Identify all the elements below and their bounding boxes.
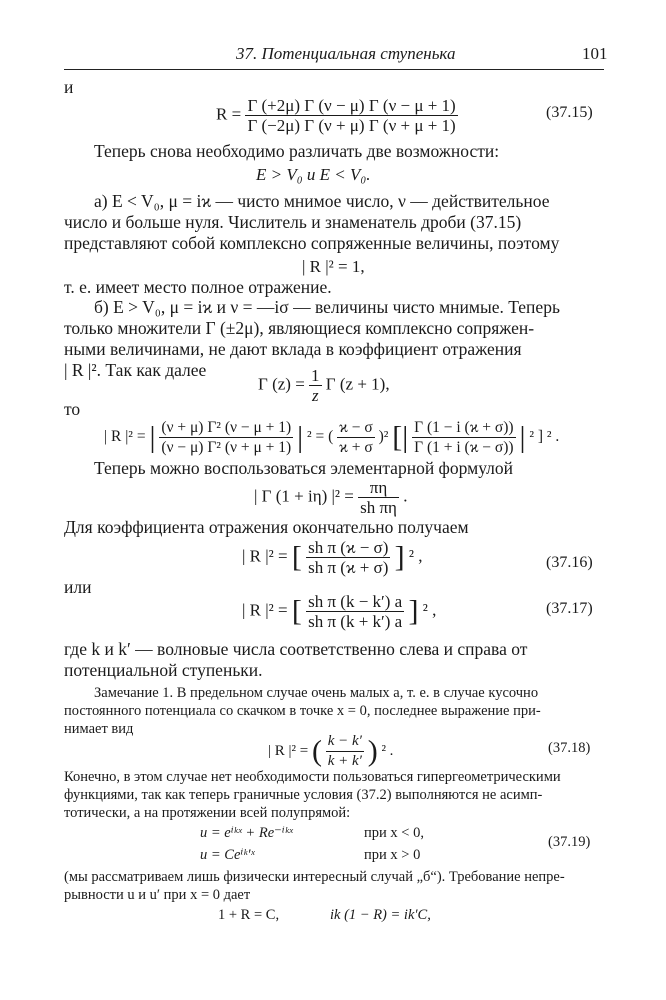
- eq-37-17-den: sh π (k + k′) a: [308, 612, 403, 631]
- eq-37-16-lhs: | R |² =: [242, 546, 288, 566]
- equation-cases: E > V₀ и E < V₀.: [256, 165, 371, 184]
- eq-37-15-denominator: Γ (−2μ) Γ (ν + μ) Γ (ν + μ + 1): [247, 116, 456, 135]
- r2-f1-den: (ν − μ) Γ² (ν + μ + 1): [161, 439, 292, 456]
- case-b-line-1: б) E > V₀, μ = iϰ и ν = —iσ — величины чисто мнимые. Теперь: [94, 297, 560, 317]
- r2-f3-den: Γ (1 + i (ϰ − σ)): [414, 439, 514, 456]
- eq-number-37-19: (37.19): [548, 834, 591, 850]
- r2-paren-close: )²: [378, 428, 389, 446]
- equation-gamma-modulus: [254, 478, 407, 517]
- section-title: 37. Потенциальная ступенька: [236, 44, 456, 63]
- eq-37-15-numerator: Γ (+2μ) Γ (ν − μ) Γ (ν − μ + 1): [247, 96, 456, 115]
- equation-gamma-recurrence: [258, 366, 390, 405]
- equation-r-squared-ratio: [104, 418, 559, 457]
- eq-37-16-tail: ² ,: [408, 546, 423, 566]
- equation-37-15: [216, 96, 458, 135]
- paragraph-and: и: [64, 77, 74, 97]
- gamma-rhs: Γ (z + 1),: [325, 374, 390, 394]
- r2-f2-num: ϰ − σ: [339, 419, 373, 436]
- eq-37-16-num: sh π (ϰ − σ): [308, 538, 389, 557]
- eq-number-37-15: (37.15): [546, 104, 593, 121]
- r2-bracket-open: [|: [392, 420, 409, 454]
- r2-bar-close: |: [297, 420, 304, 454]
- r2-fraction-1: [159, 418, 293, 457]
- paragraph-wave-numbers-1: где k и k′ — волновые числа соответственно слева и справа от: [64, 639, 528, 659]
- paragraph-hypergeometric-1: Конечно, в этом случае нет необходимости пользоваться гипергеометрическими: [64, 769, 561, 785]
- eq-37-17-bracket-open: [: [291, 594, 302, 628]
- header-rule: [64, 69, 604, 70]
- eq-37-16-fraction: [306, 538, 390, 577]
- eq-37-15-lhs: R =: [216, 104, 242, 124]
- remark-line-2: постоянного потенциала со скачком в точке x = 0, последнее выражение при-: [64, 703, 541, 719]
- equation-r-equals-one: | R |² = 1,: [302, 257, 365, 276]
- eq-number-37-18: (37.18): [548, 740, 591, 756]
- eq-37-17-num: sh π (k − k′) a: [308, 592, 403, 611]
- case-b-line-3: ными величинами, не дают вклада в коэффициент отражения: [64, 339, 522, 359]
- eq-37-17-bracket-close: ]: [408, 594, 419, 628]
- remark-line-1: Замечание 1. В предельном случае очень малых a, т. е. в случае кусочно: [94, 685, 539, 701]
- r2-tail: ² ] ² .: [529, 428, 560, 446]
- eq-37-16-den: sh π (ϰ + σ): [308, 558, 389, 577]
- paragraph-wave-numbers-2: потенциальной ступеньки.: [64, 660, 263, 680]
- remark-line-3: нимает вид: [64, 721, 134, 737]
- gamma-frac-num: 1: [311, 366, 320, 385]
- paragraph-continuity-1: (мы рассматриваем лишь физически интересный случай „б“). Требование непре-: [64, 869, 565, 885]
- paragraph-elementary-formula: Теперь можно воспользоваться элементарной формулой: [94, 458, 514, 478]
- page-number: 101: [582, 44, 608, 63]
- eq-37-18-lhs: | R |² =: [268, 742, 309, 759]
- paragraph-two-cases: Теперь снова необходимо различать две возможности:: [94, 141, 500, 161]
- eq-number-37-16: (37.16): [546, 554, 593, 571]
- gamma-lhs: Γ (z) =: [258, 374, 305, 394]
- eq-37-18-num: k − k′: [326, 732, 364, 752]
- paragraph-full-reflection: т. е. имеет место полное отражение.: [64, 277, 332, 297]
- case-a-line-2: число и больше нуля. Числитель и знаменатель дроби (37.15): [64, 212, 522, 232]
- paragraph-or: или: [64, 577, 92, 597]
- eq-37-17-tail: ² ,: [422, 600, 437, 620]
- shpi-den: sh πη: [360, 498, 397, 517]
- eq-37-19-line-1: u = eⁱᵏˣ + Re⁻ⁱᵏˣ: [200, 825, 293, 841]
- eq-37-18-tail: ² .: [381, 742, 394, 759]
- equation-37-16: [242, 538, 423, 577]
- eq-37-19-line-2: u = Ceⁱᵏ′ˣ: [200, 847, 255, 863]
- case-b-line-2: только множители Γ (±2μ), являющиеся комплексно сопряжен-: [64, 318, 535, 338]
- running-header: [0, 44, 666, 68]
- gamma-frac-den: z: [311, 386, 319, 405]
- eq-37-18-den: k + k′: [327, 753, 362, 769]
- gamma-fraction: [309, 366, 322, 405]
- r2-bracket-bar: |: [519, 420, 526, 454]
- shpi-tail: .: [403, 486, 408, 506]
- equation-continuity-right: ik (1 − R) = ik′C,: [330, 907, 431, 923]
- eq-37-18-paren-close: ): [367, 734, 378, 768]
- r2-mid: ² = (: [306, 428, 334, 446]
- eq-37-18-paren-open: (: [311, 734, 322, 768]
- eq-37-15-fraction: [245, 96, 457, 135]
- shpi-lhs: | Γ (1 + iη) |² =: [254, 486, 354, 506]
- paragraph-hypergeometric-2: функциями, так как теперь граничные условия (37.2) выполняются не асимп-: [64, 787, 543, 803]
- r2-fraction-2: [337, 418, 375, 457]
- paragraph-continuity-2: рывности u и u′ при x = 0 дает: [64, 887, 251, 903]
- paragraph-final-result: Для коэффициента отражения окончательно получаем: [64, 517, 469, 537]
- eq-37-17-fraction: [306, 592, 404, 631]
- r2-f3-num: Γ (1 − i (ϰ + σ)): [414, 419, 514, 436]
- equation-37-18: [268, 732, 393, 771]
- equation-37-17: [242, 592, 436, 631]
- eq-37-18-fraction: [326, 732, 364, 771]
- case-b-line-4: | R |². Так как далее: [64, 360, 207, 380]
- r2-lhs: | R |² =: [104, 428, 146, 446]
- r2-f1-num: (ν + μ) Γ² (ν − μ + 1): [161, 419, 292, 436]
- equation-continuity-left: 1 + R = C,: [218, 907, 280, 923]
- paragraph-then: то: [64, 399, 81, 419]
- case-a-line-1: а) E < V₀, μ = iϰ — чисто мнимое число, ν — действительное: [94, 191, 550, 211]
- eq-number-37-17: (37.17): [546, 600, 593, 617]
- case-a-line-3: представляют собой комплексно сопряженные величины, поэтому: [64, 233, 560, 253]
- r2-f2-den: ϰ + σ: [339, 439, 373, 456]
- eq-37-16-bracket-open: [: [291, 540, 302, 574]
- eq-37-19-condition-2: при x > 0: [364, 847, 421, 863]
- r2-bar-open: |: [149, 420, 156, 454]
- shpi-fraction: [358, 478, 399, 517]
- eq-37-16-bracket-close: ]: [394, 540, 405, 574]
- paragraph-hypergeometric-3: тотически, а на протяжении всей полупрямой:: [64, 805, 351, 821]
- eq-37-17-lhs: | R |² =: [242, 600, 288, 620]
- shpi-num: πη: [358, 478, 399, 498]
- r2-fraction-3: [412, 418, 515, 457]
- eq-37-19-condition-1: при x < 0,: [364, 825, 424, 841]
